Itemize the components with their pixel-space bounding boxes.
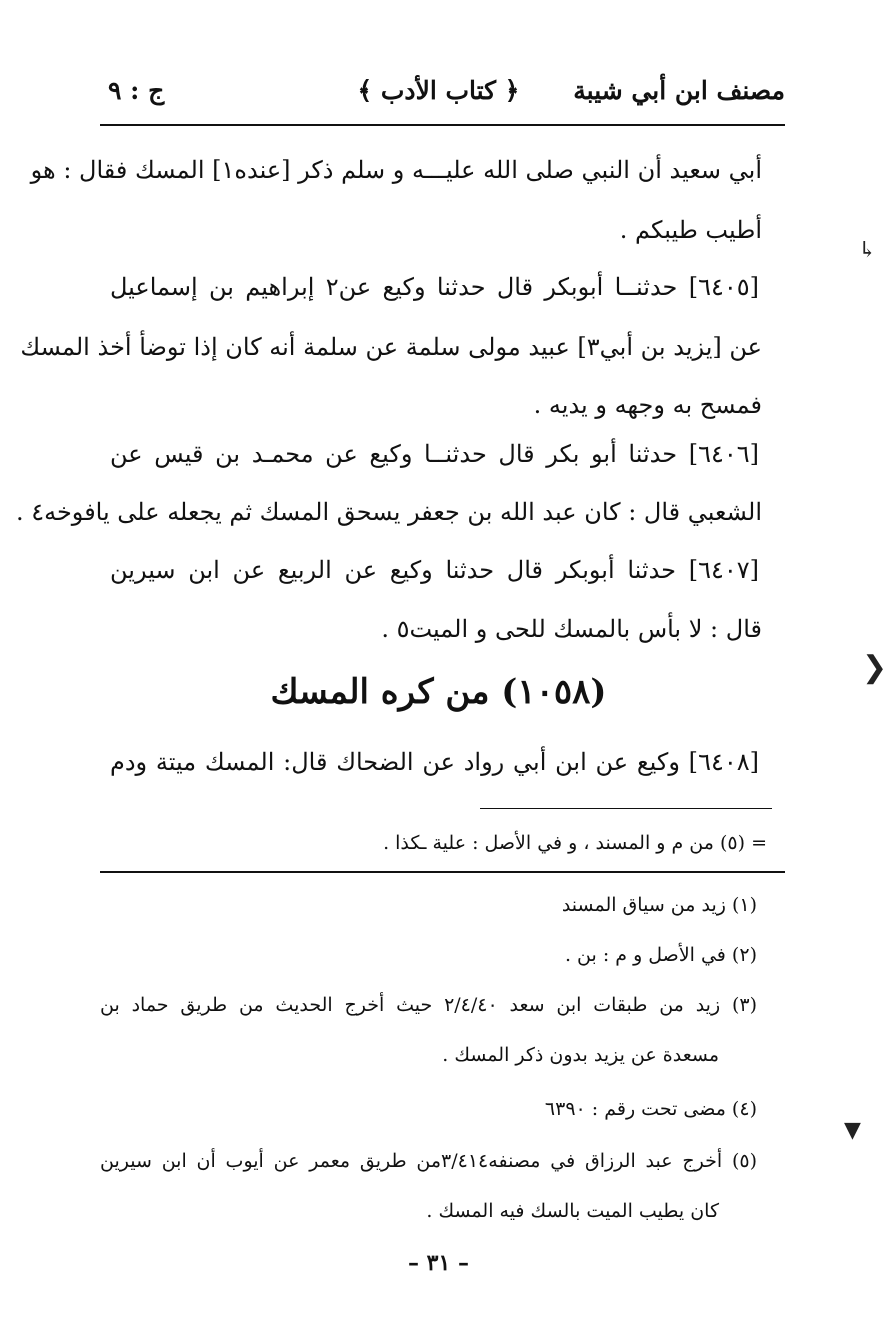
footnote-5-line-1: (٥) أخرج عبد الرزاق في مصنفه٣/٤١٤من طريق معمر عن أيوب أن ابن سيرين — [100, 1150, 757, 1172]
margin-mark-bottom: ▼ — [844, 1118, 861, 1143]
hadith-6408-line: [٦٤٠٨] وكيع عن ابن أبي رواد عن الضحاك قال: المسك ميتة ودم — [110, 748, 759, 776]
hadith-6406-line-1: [٦٤٠٦] حدثنا أبو بكر قال حدثنــا وكيع عن محمـد بن قيس عن — [110, 440, 759, 468]
hadith-6405-line-3: فمسح به وجهه و يديه . — [533, 391, 762, 419]
footnote-rule-bottom — [100, 871, 785, 873]
footnote-3-line-2: مسعدة عن يزيد بدون ذكر المسك . — [442, 1044, 719, 1066]
footnote-2: (٢) في الأصل و م : بن . — [564, 944, 757, 966]
hadith-6405-line-1: [٦٤٠٥] حدثنــا أبوبكر قال حدثنا وكيع عن٢ إبراهيم بن إسماعيل — [110, 273, 759, 301]
footnote-1: (١) زيد من سياق المسند — [561, 894, 757, 916]
hadith-6405-line-2: عن [يزيد بن أبي٣] عبيد مولى سلمة عن سلمة أنه كان إذا توضأ أخذ المسك — [20, 333, 762, 361]
body-line-1: أبي سعيد أن النبي صلى الله عليـــه و سلم ذكر [عنده١] المسك فقال : هو — [30, 156, 762, 184]
hadith-6407-line-1: [٦٤٠٧] حدثنا أبوبكر قال حدثنا وكيع عن الربيع عن ابن سيرين — [110, 556, 759, 584]
footnote-3-line-1: (٣) زيد من طبقات ابن سعد ٢/٤/٤٠ حيث أخرج الحديث من طريق حماد بن — [100, 994, 758, 1016]
footnote-4: (٤) مضى تحت رقم : ٦٣٩٠ — [544, 1098, 757, 1120]
chapter-title: ﴿ كتاب الأدب ﴾ — [357, 76, 520, 105]
margin-mark-top: ↳ — [858, 238, 877, 263]
page-number: – ٣١ – — [408, 1250, 469, 1276]
margin-mark-middle: ❯ — [862, 650, 887, 685]
hadith-6407-line-2: قال : لا بأس بالمسك للحى و الميت٥ . — [381, 615, 762, 643]
footnote-5-line-2: كان يطيب الميت بالسك فيه المسك . — [426, 1200, 719, 1222]
section-heading: (١٠٥٨) من كره المسك — [270, 672, 607, 712]
book-title: مصنف ابن أبي شيبة — [573, 76, 785, 105]
footnote-rule-top — [480, 808, 772, 809]
body-line-2: أطيب طيبكم . — [619, 216, 762, 244]
volume-label: ج : ٩ — [108, 76, 165, 105]
header-rule — [100, 124, 785, 126]
carried-footnote: = (٥) من م و المسند ، و في الأصل : علية ـكذا . — [383, 832, 767, 854]
hadith-6406-line-2: الشعبي قال : كان عبد الله بن جعفر يسحق المسك ثم يجعله على يافوخه٤ . — [15, 498, 762, 526]
